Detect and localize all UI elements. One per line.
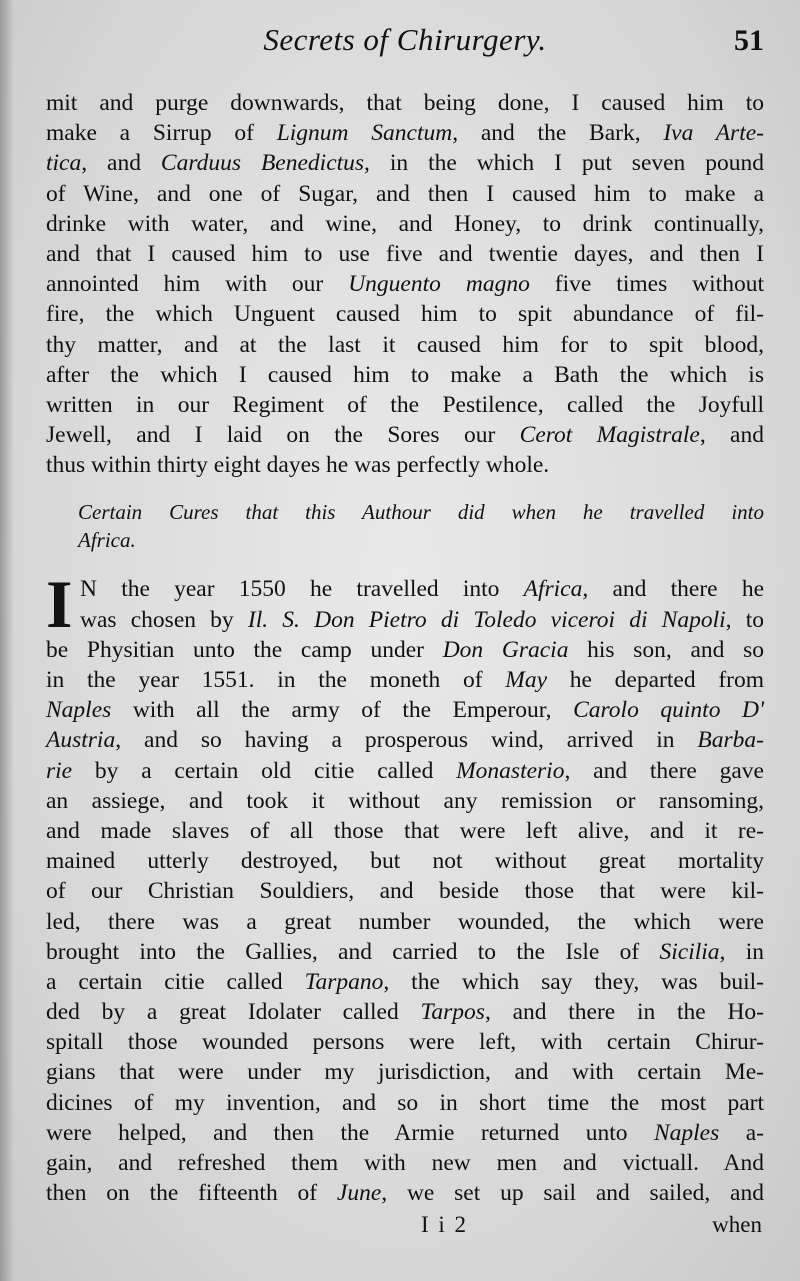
text-line: annointed him with our Unguento magno five times without: [46, 271, 764, 298]
text-line: gain, and refreshed them with new men and victuall. And: [46, 1150, 764, 1176]
text-line: spitall those wounded persons were left, with certain Chirur-: [46, 1029, 764, 1056]
text-line: in the year 1551. in the moneth of May he departed from: [46, 667, 764, 693]
catchword: when: [712, 1212, 762, 1238]
heading-line: Africa.: [78, 528, 136, 553]
text-line: Austria, and so having a prosperous wind, arrived in Barba-: [46, 727, 764, 754]
text-line: Naples with all the army of the Emperour, Carolo quinto D': [46, 697, 764, 724]
text-line: mained utterly destroyed, but not without great mortality: [46, 848, 764, 875]
section-heading: [46, 498, 764, 554]
signature-mark: I i 2: [421, 1212, 469, 1238]
text-line: written in our Regiment of the Pestilence, called the Joyfull: [46, 391, 764, 418]
text-line: and made slaves of all those that were left alive, and it re-: [46, 817, 764, 844]
page-header: [46, 18, 764, 88]
text-line: make a Sirrup of Lignum Sanctum, and the Bark, Iva Arte-: [46, 120, 764, 147]
text-line: of Wine, and one of Sugar, and then I caused him to make a: [46, 180, 764, 207]
text-line: were helped, and then the Armie returned unto Naples a-: [46, 1119, 764, 1146]
text-line: an assiege, and took it without any remission or ransoming,: [46, 787, 764, 814]
running-head: Secrets of Chirurgery.: [263, 22, 547, 57]
heading-line: Certain Cures that this Authour did when he travelled into: [78, 500, 764, 525]
paragraph-2: [46, 566, 765, 1208]
text-line: mit and purge downwards, that being done, I caused him to: [46, 90, 764, 116]
text-line: rie by a certain old citie called Monasterio, and there gave: [46, 757, 764, 784]
text-line: dicines of my invention, and so in short time the most part: [46, 1089, 764, 1116]
text-line: ded by a great Idolater called Tarpos, and there in the Ho-: [46, 999, 765, 1026]
text-line: after the which I caused him to make a Bath the which is: [46, 361, 764, 388]
text-line: thus within thirty eight dayes he was perfectly whole.: [46, 452, 550, 479]
text-line: be Physitian unto the camp under Don Gracia his son, and so: [46, 636, 764, 663]
text-line: of our Christian Souldiers, and beside those that were kil-: [46, 878, 764, 905]
text-line: tica, and Carduus Benedictus, in the which I put seven pound: [46, 150, 764, 177]
text-line: Jewell, and I laid on the Sores our Cerot Magistrale, and: [46, 422, 764, 449]
page-footer: [46, 1212, 764, 1244]
text-line: N the year 1550 he travelled into Africa, and there he: [80, 576, 764, 603]
drop-cap: I: [46, 566, 73, 643]
text-line: led, there was a great number wounded, the which were: [46, 908, 764, 935]
text-line: drinke with water, and wine, and Honey, to drink continually,: [46, 210, 764, 237]
text-line: was chosen by Il. S. Don Pietro di Toledo viceroi di Napoli, to: [80, 606, 765, 633]
text-line: brought into the Gallies, and carried to the Isle of Sicilia, in: [46, 938, 764, 965]
text-line: gians that were under my jurisdiction, and with certain Me-: [46, 1059, 764, 1086]
text-line: fire, the which Unguent caused him to spit abundance of fil-: [46, 301, 764, 328]
text-line: thy matter, and at the last it caused him for to spit blood,: [46, 331, 764, 358]
text-line: a certain citie called Tarpano, the which say they, was buil-: [46, 968, 764, 995]
text-line: and that I caused him to use five and twentie dayes, and then I: [46, 240, 764, 267]
page-number: 51: [734, 24, 764, 57]
paragraph-1: [46, 88, 764, 480]
text-line: then on the fifteenth of June, we set up sail and sailed, and: [46, 1180, 764, 1207]
